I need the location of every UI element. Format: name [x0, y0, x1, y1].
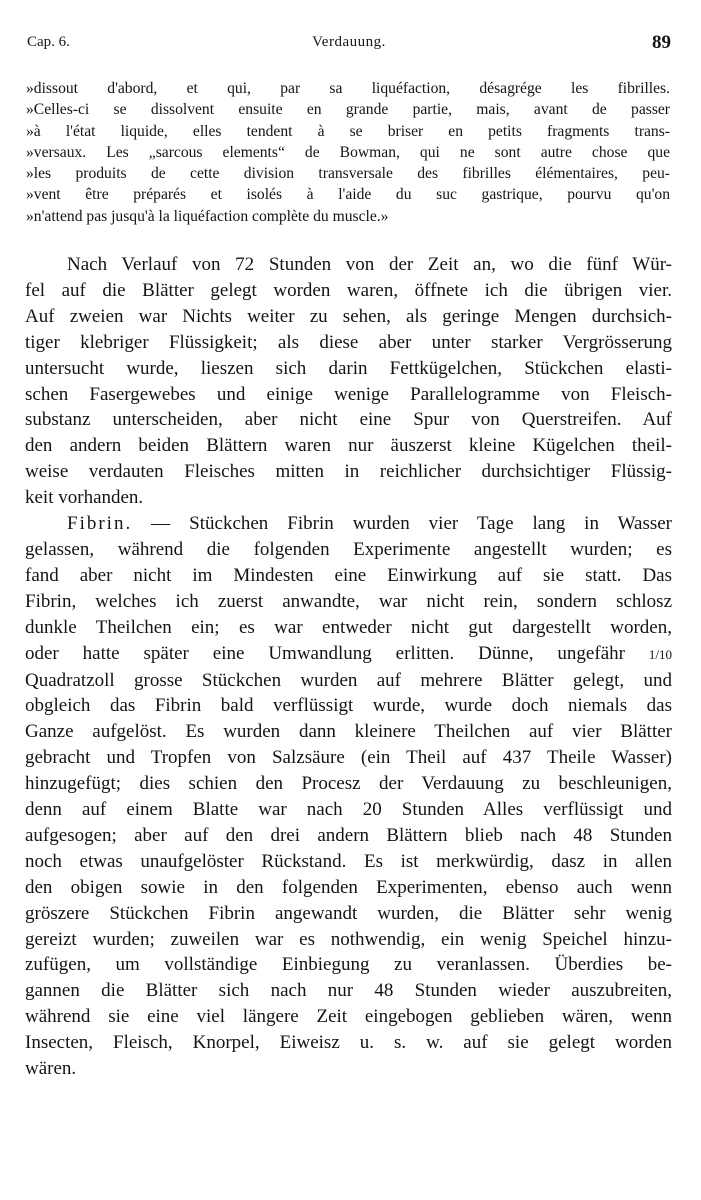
text-line: gebracht und Tropfen von Salzsäure (ein Theil auf 437 Theile Wasser): [25, 747, 672, 769]
text-fragment: — Stückchen Fibrin wurden vier Tage lang in Wasser: [132, 513, 672, 535]
quote-line: »dissout d'abord, et qui, par sa liquéfaction, désagrége les fibrilles.: [26, 80, 670, 97]
text-line: Nach Verlauf von 72 Stunden von der Zeit an, wo die fünf Wür-: [67, 254, 672, 275]
chapter-label: Cap. 6.: [27, 34, 70, 50]
running-header: [27, 34, 671, 56]
quote-line: »Celles-ci se dissolvent ensuite en grande partie, mais, avant de passer: [26, 101, 670, 119]
text-line: während sie eine viel längere Zeit eingebogen geblieben wären, wenn: [25, 1006, 672, 1028]
text-line: noch etwas unaufgelöster Rückstand. Es ist merkwürdig, dasz in allen: [25, 850, 672, 872]
text-line: Auf zweien war Nichts weiter zu sehen, als geringe Mengen durchsich-: [25, 305, 672, 327]
text-line: denn auf einem Blatte war nach 20 Stunden Alles verflüssigt und: [25, 799, 672, 821]
text-line: fand aber nicht im Mindesten eine Einwirkung auf sie statt. Das: [25, 564, 672, 586]
text-line: Quadratzoll grosse Stückchen wurden auf mehrere Blätter gelegt, und: [25, 669, 672, 691]
quote-line: »à l'état liquide, elles tendent à se briser en petits fragments trans-: [26, 122, 670, 140]
text-line: fel auf die Blätter gelegt worden waren, öffnete ich die übrigen vier.: [25, 279, 672, 301]
text-fragment: oder hatte später eine Umwandlung erlitten. Dünne, ungefähr: [25, 642, 649, 664]
text-line: gröszere Stückchen Fibrin angewandt wurden, die Blätter sehr wenig: [25, 902, 672, 924]
text-line: den obigen sowie in den folgenden Experimenten, ebenso auch wenn: [25, 876, 672, 898]
text-line: weise verdauten Fleisches mitten in reichlicher durchsichtiger Flüssig-: [25, 461, 672, 483]
text-line: obgleich das Fibrin bald verflüssigt wurde, wurde doch niemals das: [25, 695, 672, 717]
fraction: 1/10: [648, 646, 672, 662]
paragraph-meat-results: [25, 252, 672, 511]
text-line: hinzugefügt; dies schien den Procesz der Verdauung zu beschleunigen,: [25, 773, 672, 795]
text-line: [25, 641, 672, 668]
text-line: zufügen, um vollständige Einbiegung zu veranlassen. Überdies be-: [25, 954, 672, 976]
text-line: untersucht wurde, lieszen sich darin Fettkügelchen, Stückchen elasti-: [25, 357, 672, 379]
page-number: 89: [652, 32, 671, 53]
text-line: den andern beiden Blättern waren nur äuszerst kleine Kügelchen theil-: [25, 435, 672, 457]
section-heading-fibrin: Fibrin.: [67, 513, 133, 535]
text-line: substanz unterscheiden, aber nicht eine Spur von Querstreifen. Auf: [25, 409, 672, 431]
text-line: schen Fasergewebes und einige wenige Parallelogramme von Fleisch-: [25, 383, 672, 405]
quote-line: »vent être préparés et isolés à l'aide du suc gastrique, pourvu qu'on: [26, 186, 670, 204]
text-line: Insecten, Fleisch, Knorpel, Eiweisz u. s. w. auf sie gelegt worden: [25, 1032, 672, 1054]
text-line: gereizt wurden; zuweilen war es nothwendig, ein wenig Speichel hinzu-: [25, 928, 672, 950]
french-quotation: [26, 78, 670, 227]
paragraph-fibrin: [25, 511, 672, 1082]
text-line: wären.: [25, 1058, 77, 1080]
quote-line: »n'attend pas jusqu'à la liquéfaction complète du muscle.»: [26, 207, 389, 225]
quote-line: »les produits de cette division transversale des fibrilles élémentaires, peu-: [26, 165, 670, 183]
text-line: dunkle Theilchen ein; es war entweder nicht gut dargestellt worden,: [25, 616, 672, 638]
text-line: Ganze aufgelöst. Es wurden dann kleinere Theilchen auf vier Blätter: [25, 721, 672, 743]
text-line: Fibrin, welches ich zuerst anwandte, war nicht rein, sondern schlosz: [25, 590, 672, 612]
text-line: aufgesogen; aber auf den drei andern Blättern blieb nach 48 Stunden: [25, 824, 672, 846]
text-line: [25, 511, 672, 537]
running-title: Verdauung.: [312, 34, 386, 50]
text-line: tiger klebriger Flüssigkeit; als diese aber unter starker Vergrösserung: [25, 331, 672, 353]
text-line: keit vorhanden.: [25, 487, 144, 509]
text-line: gelassen, während die folgenden Experimente angestellt wurden; es: [25, 538, 672, 560]
quote-line: »versaux. Les „sarcous elements“ de Bowman, qui ne sont autre chose que: [26, 143, 670, 161]
body-text: [25, 252, 672, 1082]
text-line: gannen die Blätter sich nach nur 48 Stunden wieder auszubreiten,: [25, 980, 672, 1002]
